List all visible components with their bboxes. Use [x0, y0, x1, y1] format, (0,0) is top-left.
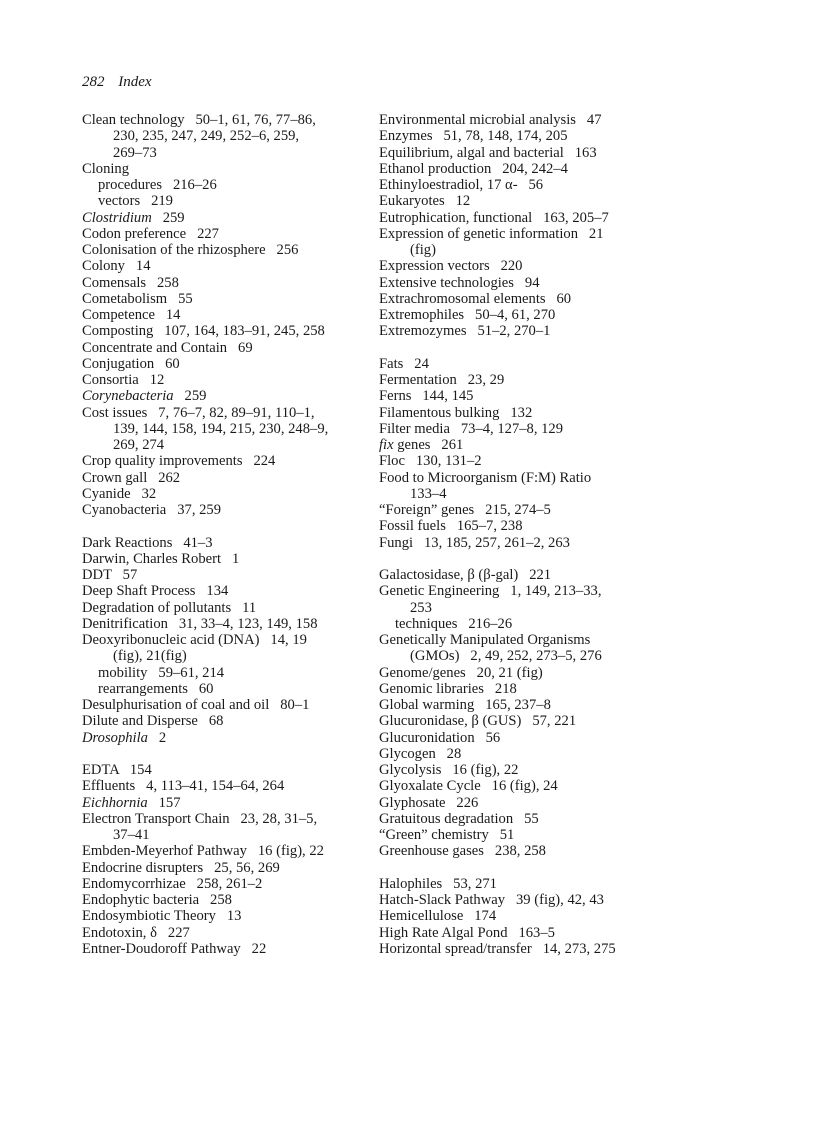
entry-text: Greenhouse gases 238, 258 [379, 843, 546, 860]
index-entry-continuation [82, 827, 372, 843]
index-subentry [379, 616, 709, 632]
entry-pages: 2 [147, 729, 167, 746]
entry-text: Composting 107, 164, 183–91, 245, 258 [82, 323, 325, 340]
entry-text: Glucuronidase, β (GUS) 57, 221 [379, 713, 577, 730]
entry-text: Fats 24 [379, 355, 429, 372]
index-entry [379, 356, 709, 372]
index-entry [82, 811, 372, 827]
index-entry [379, 811, 709, 827]
entry-text: rearrangements 60 [98, 680, 214, 697]
entry-text: Fungi 13, 185, 257, 261–2, 263 [379, 534, 570, 551]
entry-text: Floc 130, 131–2 [379, 453, 482, 470]
index-entry [379, 746, 709, 762]
index-entry-continuation [379, 648, 709, 664]
index-entry [379, 697, 709, 713]
entry-text: Extrachromosomal elements 60 [379, 290, 572, 307]
index-entry-continuation [379, 600, 709, 616]
index-entry [82, 356, 372, 372]
entry-text: (GMOs) 2, 49, 252, 273–5, 276 [410, 648, 602, 665]
index-entry [82, 535, 372, 551]
entry-text: Embden-Meyerhof Pathway 16 (fig), 22 [82, 843, 324, 860]
index-entry [379, 453, 709, 469]
entry-text: Hatch-Slack Pathway 39 (fig), 42, 43 [379, 892, 604, 908]
entry-text: Endomycorrhizae 258, 261–2 [82, 875, 263, 892]
entry-text: Horizontal spread/transfer 14, 273, 275 [379, 940, 616, 957]
index-entry [82, 405, 372, 421]
entry-text: Crown gall 262 [82, 469, 181, 486]
index-entry [379, 210, 709, 226]
index-entry [82, 697, 372, 713]
entry-text: Cost issues 7, 76–7, 82, 89–91, 110–1, [82, 404, 315, 421]
entry-text: 253 [410, 599, 432, 616]
entry-text: Drosophila [82, 729, 148, 746]
entry-text: Desulphurisation of coal and oil 80–1 [82, 697, 310, 713]
index-entry [82, 860, 372, 876]
index-entry [82, 778, 372, 794]
entry-text: Galactosidase, β (β-gal) 221 [379, 567, 552, 583]
entry-text: 269–73 [113, 144, 157, 161]
entry-text: Eukaryotes 12 [379, 193, 471, 210]
entry-text: Entner-Doudoroff Pathway 22 [82, 940, 267, 957]
index-entry [379, 730, 709, 746]
entry-text: Clostridium [82, 209, 152, 226]
index-subentry [82, 681, 372, 697]
index-entry-continuation [379, 486, 709, 502]
entry-text: Ferns 144, 145 [379, 388, 474, 405]
entry-text: (fig), 21(fig) [113, 648, 187, 665]
entry-text: Dark Reactions 41–3 [82, 534, 213, 551]
index-column-left [82, 112, 372, 957]
index-entry [82, 307, 372, 323]
index-entry [82, 112, 372, 128]
entry-text: Consortia 12 [82, 372, 165, 388]
entry-text: Ethanol production 204, 242–4 [379, 160, 568, 177]
entry-text: Endotoxin, δ 227 [82, 924, 190, 941]
entry-text: procedures 216–26 [98, 177, 217, 193]
entry-text: Concentrate and Contain 69 [82, 339, 253, 356]
index-entry [379, 632, 709, 648]
entry-text: Codon preference 227 [82, 225, 219, 242]
entry-text: Glucuronidation 56 [379, 729, 501, 746]
entry-text: Corynebacteria [82, 388, 174, 405]
index-entry [379, 681, 709, 697]
entry-text: Denitrification 31, 33–4, 123, 149, 158 [82, 615, 318, 632]
index-entry [379, 307, 709, 323]
entry-text: Filamentous bulking 132 [379, 404, 533, 421]
index-entry [82, 762, 372, 778]
index-entry-continuation [82, 421, 372, 437]
page-number: 282 [82, 74, 105, 90]
index-entry [379, 128, 709, 144]
entry-pages: genes 261 [393, 437, 464, 453]
index-entry [379, 177, 709, 193]
entry-text: Halophiles 53, 271 [379, 875, 497, 892]
index-entry [379, 583, 709, 599]
entry-text: Hemicellulose 174 [379, 908, 497, 925]
entry-text: 269, 274 [113, 437, 165, 453]
entry-text: Crop quality improvements 224 [82, 453, 276, 470]
entry-text: “Green” chemistry 51 [379, 827, 515, 843]
running-header [82, 74, 152, 91]
index-subentry [82, 193, 372, 209]
index-entry [82, 925, 372, 941]
index-entry [379, 193, 709, 209]
index-entry [82, 567, 372, 583]
index-entry [82, 632, 372, 648]
entry-text: Clean technology 50–1, 61, 76, 77–86, [82, 112, 316, 128]
index-entry [82, 486, 372, 502]
entry-text: Glyphosate 226 [379, 794, 479, 811]
index-column-right [379, 112, 709, 957]
entry-text: Filter media 73–4, 127–8, 129 [379, 420, 564, 437]
index-entry [379, 291, 709, 307]
index-entry [379, 567, 709, 583]
entry-text: Extensive technologies 94 [379, 274, 540, 291]
index-entry [82, 453, 372, 469]
entry-text: Cyanobacteria 37, 259 [82, 502, 222, 518]
entry-text: Genetic Engineering 1, 149, 213–33, [379, 583, 602, 600]
index-entry [82, 258, 372, 274]
index-entry [82, 730, 372, 746]
index-entry [82, 340, 372, 356]
index-entry [379, 876, 709, 892]
index-entry-continuation [379, 242, 709, 258]
index-subentry [82, 177, 372, 193]
entry-text: Cloning [82, 160, 130, 177]
index-entry [379, 145, 709, 161]
entry-text: Environmental microbial analysis 47 [379, 112, 602, 128]
index-entry [82, 941, 372, 957]
index-entry [82, 226, 372, 242]
entry-pages: 157 [147, 794, 181, 811]
index-entry [379, 258, 709, 274]
index-entry [379, 908, 709, 924]
entry-text: Cometabolism 55 [82, 290, 193, 307]
section-gap [379, 340, 709, 356]
index-entry [379, 665, 709, 681]
entry-text: Eichhornia [82, 794, 148, 811]
index-entry [379, 323, 709, 339]
index-entry [82, 795, 372, 811]
index-entry-continuation [82, 437, 372, 453]
index-entry [82, 388, 372, 404]
entry-text: Genetically Manipulated Organisms [379, 632, 591, 648]
entry-text: Degradation of pollutants 11 [82, 599, 257, 616]
entry-text: Dilute and Disperse 68 [82, 713, 224, 730]
section-gap [82, 518, 372, 534]
index-entry [82, 616, 372, 632]
index-entry [379, 518, 709, 534]
entry-text: (fig) [410, 242, 436, 258]
index-entry [82, 583, 372, 599]
header-title: Index [118, 74, 152, 90]
index-entry [82, 323, 372, 339]
entry-text: Equilibrium, algal and bacterial 163 [379, 144, 597, 161]
index-entry [379, 535, 709, 551]
index-entry [82, 470, 372, 486]
index-entry [379, 941, 709, 957]
index-entry [82, 275, 372, 291]
entry-text: Colony 14 [82, 258, 151, 275]
entry-text: Glycolysis 16 (fig), 22 [379, 762, 519, 778]
entry-text: techniques 216–26 [395, 615, 513, 632]
index-entry [82, 551, 372, 567]
index-entry [82, 502, 372, 518]
entry-text: Extremozymes 51–2, 270–1 [379, 323, 551, 340]
entry-text: DDT 57 [82, 567, 138, 583]
entry-text: Genomic libraries 218 [379, 680, 517, 697]
index-entry [82, 876, 372, 892]
entry-text: 139, 144, 158, 194, 215, 230, 248–9, [113, 420, 329, 437]
index-entry [379, 372, 709, 388]
index-entry [82, 210, 372, 226]
entry-text: Conjugation 60 [82, 355, 180, 372]
entry-text: Endosymbiotic Theory 13 [82, 908, 242, 925]
index-entry [379, 795, 709, 811]
index-entry [379, 778, 709, 794]
entry-text: Genome/genes 20, 21 (fig) [379, 664, 543, 681]
entry-text: Deep Shaft Process 134 [82, 583, 229, 600]
entry-text: Expression vectors 220 [379, 258, 523, 275]
index-entry [82, 291, 372, 307]
entry-pages: 259 [151, 209, 185, 226]
entry-text: Competence 14 [82, 307, 181, 323]
index-entry [379, 502, 709, 518]
entry-text: Darwin, Charles Robert 1 [82, 550, 240, 567]
index-entry [379, 226, 709, 242]
entry-text: EDTA 154 [82, 762, 152, 778]
entry-text: Fermentation 23, 29 [379, 372, 505, 388]
index-entry-continuation [82, 128, 372, 144]
entry-text: Glyoxalate Cycle 16 (fig), 24 [379, 778, 558, 795]
entry-text: Enzymes 51, 78, 148, 174, 205 [379, 128, 568, 145]
entry-text: Expression of genetic information 21 [379, 225, 604, 242]
entry-text: Endophytic bacteria 258 [82, 892, 232, 908]
index-entry [379, 275, 709, 291]
index-entry [379, 713, 709, 729]
entry-text: Extremophiles 50–4, 61, 270 [379, 307, 556, 323]
index-entry [379, 827, 709, 843]
entry-pages: 259 [173, 388, 207, 405]
entry-text: Cyanide 32 [82, 485, 157, 502]
index-entry [379, 405, 709, 421]
index-entry [82, 600, 372, 616]
index-entry [379, 421, 709, 437]
index-entry [379, 437, 709, 453]
entry-text: Ethinyloestradiol, 17 α- 56 [379, 177, 544, 193]
index-entry [379, 843, 709, 859]
entry-text: 230, 235, 247, 249, 252–6, 259, [113, 128, 300, 145]
entry-text: Eutrophication, functional 163, 205–7 [379, 209, 609, 226]
entry-text: 133–4 [410, 485, 447, 502]
entry-text: Comensals 258 [82, 274, 179, 291]
entry-text: Global warming 165, 237–8 [379, 697, 551, 713]
index-entry [379, 925, 709, 941]
entry-text: Colonisation of the rhizosphere 256 [82, 242, 299, 258]
index-entry [82, 713, 372, 729]
index-entry [379, 112, 709, 128]
entry-text: fix [379, 437, 394, 453]
index-entry [379, 161, 709, 177]
entry-text: Electron Transport Chain 23, 28, 31–5, [82, 810, 318, 827]
index-entry [379, 892, 709, 908]
index-entry [379, 762, 709, 778]
section-gap [82, 746, 372, 762]
entry-text: Fossil fuels 165–7, 238 [379, 518, 523, 535]
index-entry [379, 388, 709, 404]
entry-text: vectors 219 [98, 193, 173, 210]
entry-text: Endocrine disrupters 25, 56, 269 [82, 859, 280, 876]
index-entry [82, 372, 372, 388]
index-entry-continuation [82, 648, 372, 664]
entry-text: Deoxyribonucleic acid (DNA) 14, 19 [82, 632, 307, 648]
section-gap [379, 551, 709, 567]
index-entry [82, 892, 372, 908]
entry-text: Gratuitous degradation 55 [379, 810, 539, 827]
entry-text: Glycogen 28 [379, 745, 462, 762]
section-gap [379, 860, 709, 876]
index-entry-continuation [82, 145, 372, 161]
entry-text: mobility 59–61, 214 [98, 664, 225, 681]
index-entry [82, 242, 372, 258]
entry-text: 37–41 [113, 827, 150, 843]
index-entry [82, 843, 372, 859]
index-entry [82, 161, 372, 177]
index-subentry [82, 665, 372, 681]
entry-text: Effluents 4, 113–41, 154–64, 264 [82, 778, 285, 795]
index-entry [82, 908, 372, 924]
index-entry [379, 470, 709, 486]
entry-text: Food to Microorganism (F:M) Ratio [379, 469, 592, 486]
entry-text: “Foreign” genes 215, 274–5 [379, 502, 551, 518]
entry-text: High Rate Algal Pond 163–5 [379, 924, 555, 941]
